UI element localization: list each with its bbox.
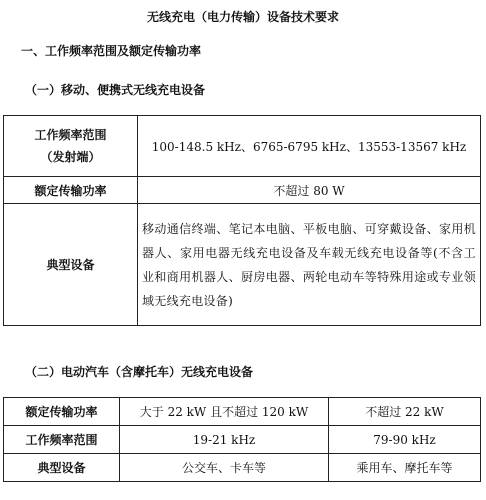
table-row: [4, 177, 481, 204]
subsection-heading-portable: （一）移动、便携式无线充电设备: [25, 83, 206, 97]
ev-devices-table: [3, 397, 481, 482]
table-row: [4, 426, 481, 454]
ev-devices-label: 典型设备: [4, 454, 120, 482]
ev-power-label: 额定传输功率: [4, 398, 120, 426]
ev-frequency-label: 工作频率范围: [4, 426, 120, 454]
frequency-label-cell: [4, 116, 138, 177]
ev-devices-high: 公交车、卡车等: [120, 454, 329, 482]
ev-frequency-low: 79-90 kHz: [329, 426, 481, 454]
devices-value: 移动通信终端、笔记本电脑、平板电脑、可穿戴设备、家用机器人、家用电器无线充电设备及车载无线充电设备等(不含工业和商用机器人、厨房电器、两轮电动车等特殊用途或专业领域无线充电设备): [138, 204, 481, 326]
power-value: 不超过 80 W: [138, 177, 481, 204]
table-row: [4, 116, 481, 177]
subsection-heading-ev: （二）电动汽车（含摩托车）无线充电设备: [25, 365, 254, 379]
section-heading: 一、工作频率范围及额定传输功率: [21, 44, 202, 58]
table-row: [4, 204, 481, 326]
ev-power-low: 不超过 22 kW: [329, 398, 481, 426]
frequency-label: 工作频率范围: [34, 128, 107, 142]
table-row: [4, 454, 481, 482]
ev-devices-low: 乘用车、摩托车等: [329, 454, 481, 482]
power-label: 额定传输功率: [4, 177, 138, 204]
ev-frequency-high: 19-21 kHz: [120, 426, 329, 454]
table-row: [4, 398, 481, 426]
document-title: 无线充电（电力传输）设备技术要求: [146, 10, 339, 24]
ev-power-high: 大于 22 kW 且不超过 120 kW: [120, 398, 329, 426]
frequency-value: 100-148.5 kHz、6765-6795 kHz、13553-13567 kHz: [138, 116, 481, 177]
devices-label: 典型设备: [4, 204, 138, 326]
frequency-label-note: （发射端）: [40, 150, 101, 164]
portable-devices-table: [3, 115, 481, 326]
